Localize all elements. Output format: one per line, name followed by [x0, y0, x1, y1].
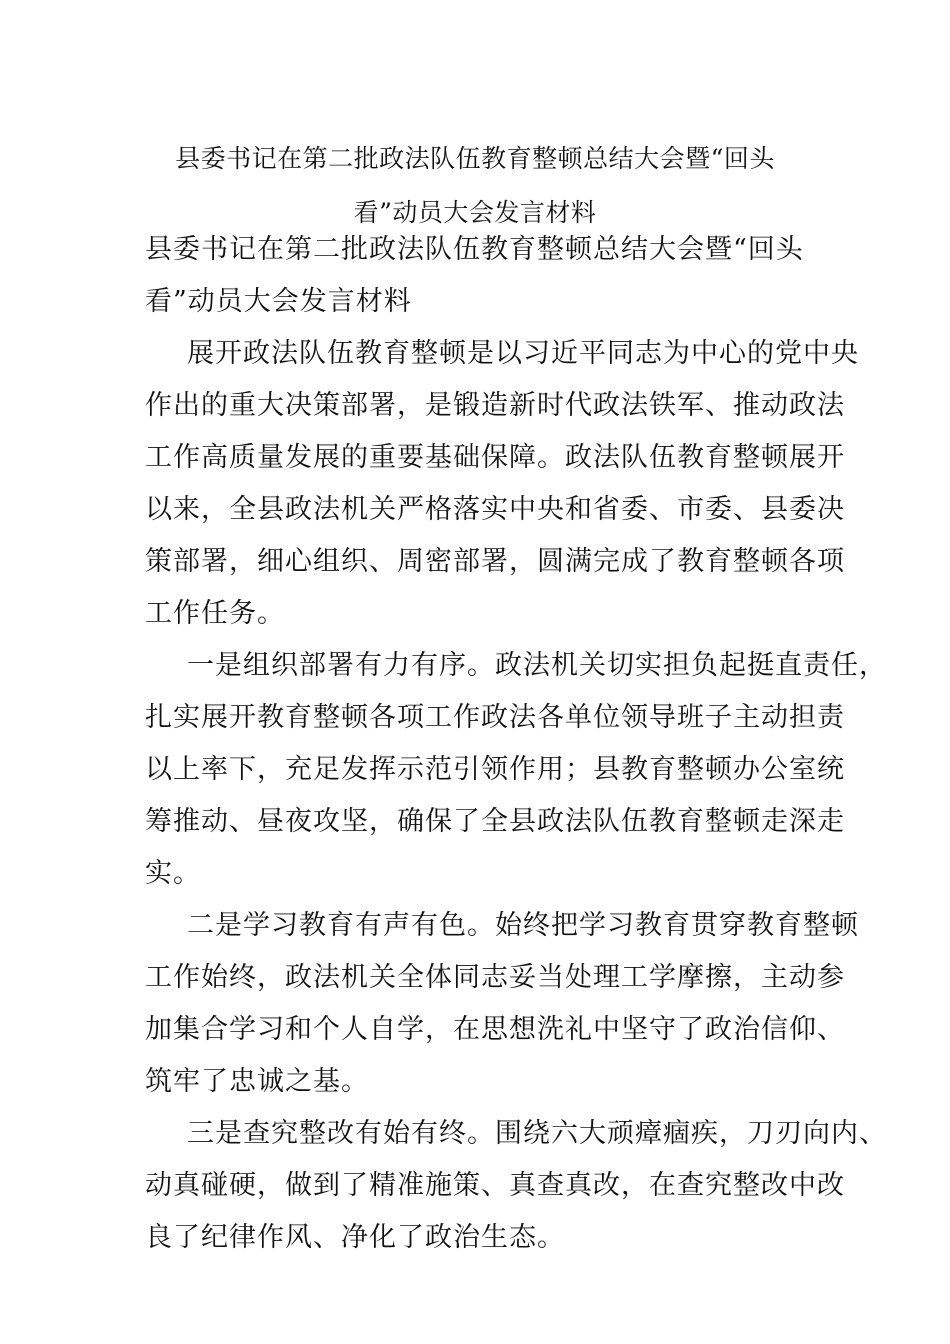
paragraph-line: 加集合学习和个人自学，在思想洗礼中坚守了政治信仰、: [145, 1014, 845, 1045]
paragraph-line: 扎实展开教育整顿各项工作政法各单位领导班子主动担责: [145, 702, 845, 733]
paragraph-line: 以上率下，充足发挥示范引领作用；县教育整顿办公室统: [145, 754, 845, 785]
paragraph-line: 良了纪律作风、净化了政治生态。: [145, 1222, 565, 1253]
paragraph-line: 三是查究整改有始有终。围绕六大顽瘴痼疾，刀刃向内、: [187, 1118, 887, 1149]
paragraph-line: 策部署，细心组织、周密部署，圆满完成了教育整顿各项: [145, 546, 845, 577]
paragraph-line: 实。: [145, 858, 201, 889]
paragraph-line: 以来，全县政法机关严格落实中央和省委、市委、县委决: [145, 494, 845, 525]
paragraph-line: 工作始终，政法机关全体同志妥当处理工学摩擦，主动参: [145, 962, 845, 993]
paragraph-line: 筹推动、昼夜攻坚，确保了全县政法队伍教育整顿走深走: [145, 806, 845, 837]
repeated-title-line: 县委书记在第二批政法队伍教育整顿总结大会暨“回头: [145, 234, 804, 265]
document-body: [145, 224, 887, 1264]
paragraph-line: 动真碰硬，做到了精准施策、真查真改，在查究整改中改: [145, 1170, 845, 1201]
paragraph-line: 工作高质量发展的重要基础保障。政法队伍教育整顿展开: [145, 442, 845, 473]
repeated-title-line: 看”动员大会发言材料: [145, 286, 412, 317]
paragraph-line: 展开政法队伍教育整顿是以习近平同志为中心的党中央: [187, 338, 859, 369]
paragraph-line: 筑牢了忠诚之基。: [145, 1066, 369, 1097]
title-line: 县委书记在第二批政法队伍教育整顿总结大会暨“回头: [175, 144, 775, 173]
paragraph-line: 工作任务。: [145, 598, 285, 629]
title-line: 看”动员大会发言材料: [353, 198, 597, 227]
paragraph-line: 一是组织部署有力有序。政法机关切实担负起挺直责任，: [187, 650, 887, 681]
paragraph-line: 二是学习教育有声有色。始终把学习教育贯穿教育整顿: [187, 910, 859, 941]
paragraph-line: 作出的重大决策部署，是锻造新时代政法铁军、推动政法: [145, 390, 845, 421]
